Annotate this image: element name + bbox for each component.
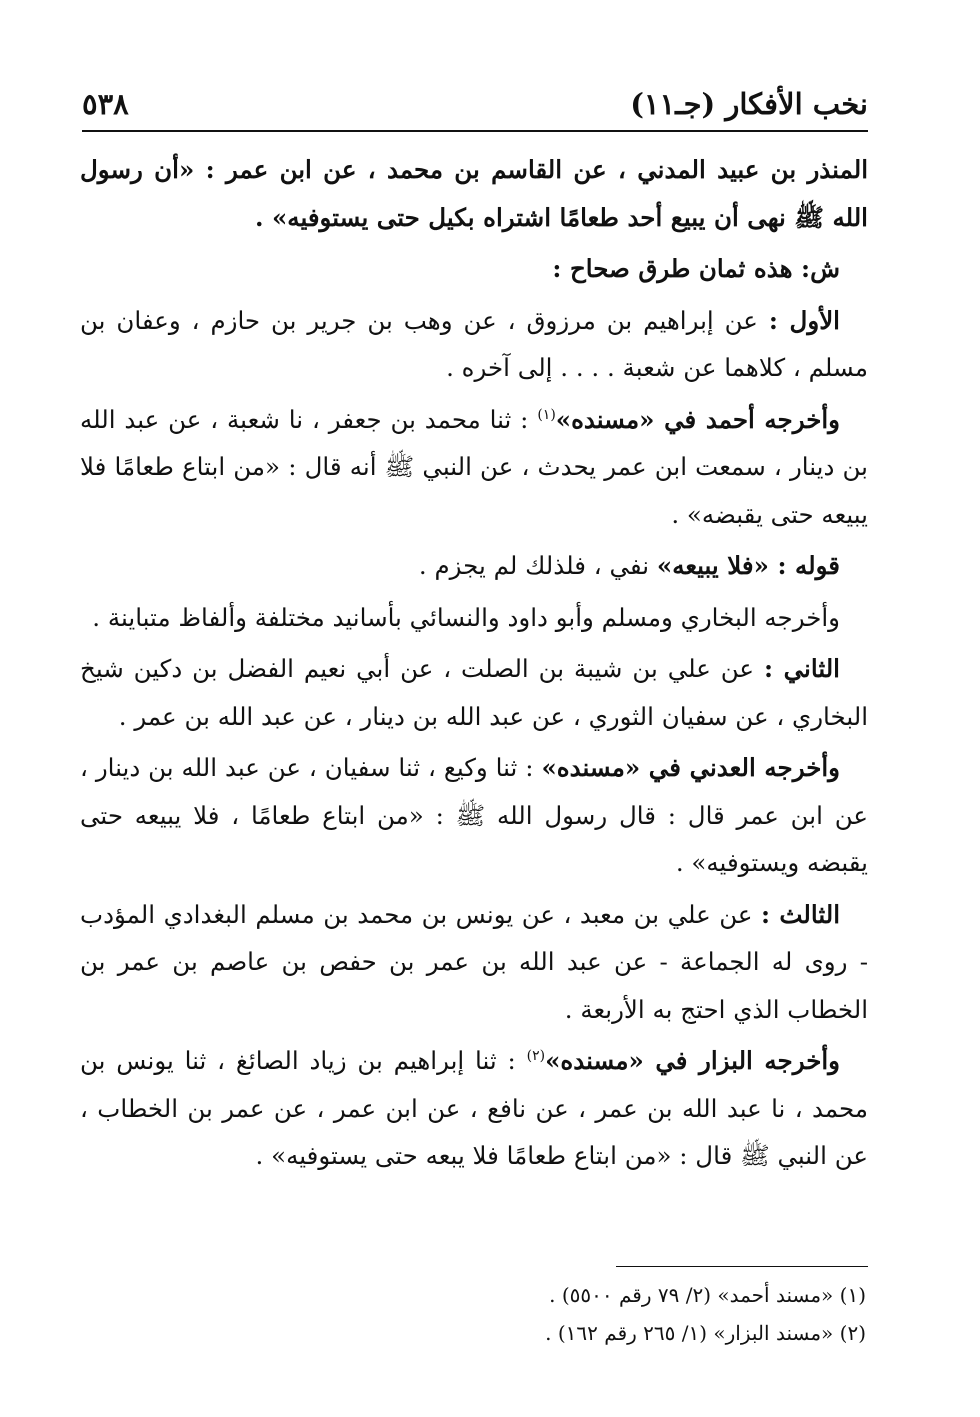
footnote: (١) «مسند أحمد» (٢/ ٧٩ رقم ٥٥٠٠) . — [549, 1283, 866, 1307]
paragraph — [80, 146, 868, 241]
footnote-ref: (٢) — [526, 1047, 546, 1064]
running-title: نخب الأفكار (جـ١١) — [630, 87, 868, 121]
section-label: الثالث : — [761, 899, 840, 929]
paragraph: وأخرجه العدني في «مسنده» : ثنا وكيع ، ثنا سفيان ، عن عبد الله بن دينار ، عن ابن عمر قال : قال رسول الله ﷺ : «من ابتاع طعامًا ، فلا يبيعه حتى يقبضه ويستوفيه» . — [80, 753, 868, 877]
paragraph: وأخرجه البخاري ومسلم وأبو داود والنسائي بأسانيد مختلفة وألفاظ متباينة . — [92, 602, 840, 632]
section-label: الثاني : — [763, 654, 840, 683]
paragraph: قوله : «فلا يبيعه» نفي ، فلذلك لم يجزم . — [418, 551, 840, 580]
paragraph — [80, 245, 868, 293]
source-label: وأخرجه أحمد في «مسنده» — [555, 404, 840, 434]
source-label: وأخرجه العدني في «مسنده» — [541, 753, 840, 782]
footnote-ref: (١) — [537, 406, 556, 423]
quote-label: قوله : «فلا يبيعه» — [656, 551, 840, 580]
footnotes — [80, 1276, 866, 1352]
paragraph: الثالث : عن علي بن معبد ، عن يونس بن محمد بن مسلم البغدادي المؤدب - روى له الجماعة - عن عبد الله بن عمر بن حفص بن عاصم بن عمر بن الخطاب الذي احتج به الأربعة . — [80, 899, 868, 1024]
paragraph: الأول : عن إبراهيم بن مرزوق ، عن وهب بن جرير بن حازم ، وعفان بن مسلم ، كلاهما عن شعبة . . . . إلى آخره . — [80, 305, 868, 382]
source-label: وأخرجه البزار في «مسنده» — [545, 1046, 840, 1075]
hadith-text: المنذر بن عبيد المدني ، عن القاسم بن محمد ، عن ابن عمر : «أن رسول الله ﷺ نهى أن يبيع أحد طعامًا اشتراه بكيل حتى يستوفيه» . — [80, 155, 868, 232]
commentary-heading: ش: هذه ثمان طرق صحاح : — [552, 254, 840, 283]
main-text — [80, 146, 868, 1184]
footnote-divider — [616, 1266, 868, 1267]
page-header — [82, 78, 868, 132]
page-number: ٥٣٨ — [82, 87, 129, 121]
section-label: الأول : — [768, 305, 840, 335]
footnote: (٢) «مسند البزار» (١/ ٢٦٥ رقم ١٦٢) . — [545, 1321, 866, 1345]
paragraph: وأخرجه أحمد في «مسنده»$^{(١)}$ : ثنا محمد بن جعفر ، نا شعبة ، عن عبد الله بن دينار ، سمعت ابن عمر يحدث ، عن النبي ﷺ أنه قال : «من ابتاع طعامًا فلا يبيعه حتى يقبضه» . — [80, 404, 868, 529]
paragraph: الثاني : عن علي بن شيبة بن الصلت ، عن أبي نعيم الفضل بن دكين شيخ البخاري ، عن سفيان الثوري ، عن عبد الله بن دينار ، عن عبد الله بن عمر . — [80, 654, 868, 731]
paragraph: وأخرجه البزار في «مسنده»$^{(٢)}$ : ثنا إبراهيم بن زياد الصائغ ، ثنا يونس بن محمد ، نا عبد الله بن عمر ، عن نافع ، عن ابن عمر ، عن عمر بن الخطاب ، عن النبي ﷺ قال : «من ابتاع طعامًا فلا يبعه حتى يستوفيه» . — [80, 1046, 868, 1170]
